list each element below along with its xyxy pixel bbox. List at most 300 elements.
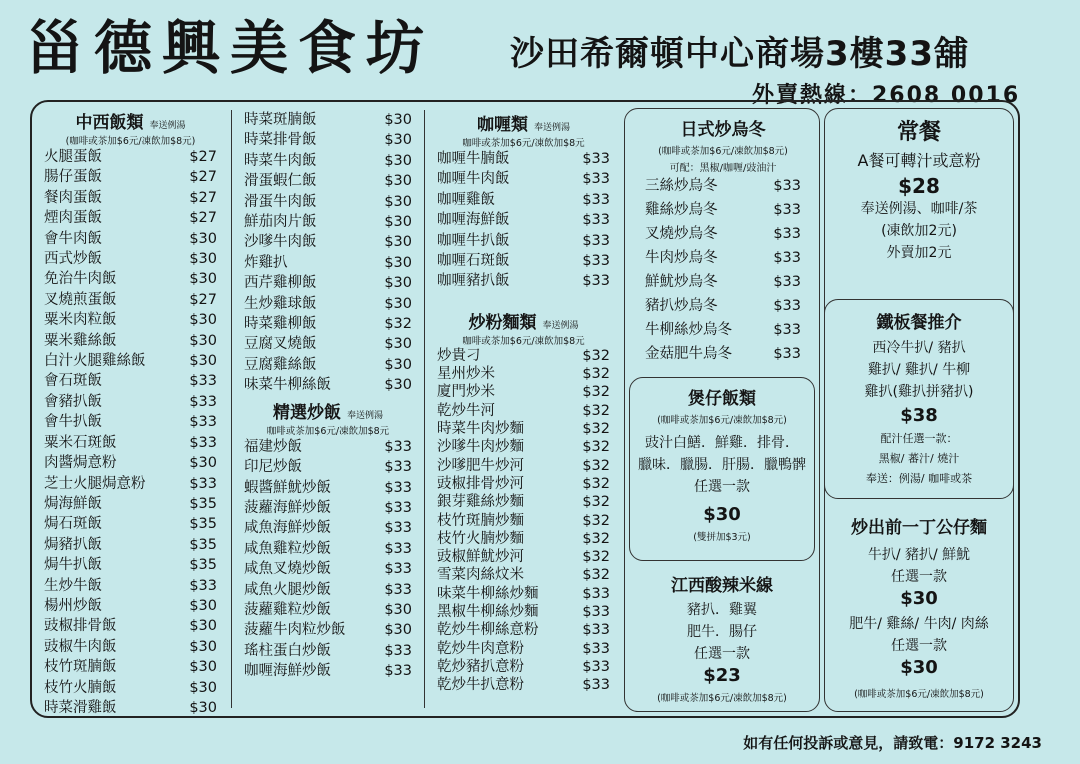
menu-item-price: $30 — [189, 659, 217, 676]
menu-item — [244, 212, 412, 232]
menu-item-name: 滑蛋牛肉飯 — [244, 193, 317, 210]
menu-item — [645, 174, 801, 198]
menu-item-name: 咸魚叉燒炒飯 — [244, 561, 331, 578]
choose-one: 任選一款 — [891, 569, 947, 585]
menu-item-price: $30 — [189, 332, 217, 349]
menu-item-price: $30 — [384, 234, 412, 251]
menu-item — [645, 270, 801, 294]
menu-item-price: $30 — [384, 275, 412, 292]
menu-item-name: 時菜斑腩飯 — [244, 112, 317, 128]
sizzling-option: 西冷牛扒/ 豬扒 — [872, 340, 966, 356]
menu-item — [244, 457, 412, 477]
menu-item-name: 咸魚海鮮炒飯 — [244, 520, 331, 537]
menu-item — [44, 371, 217, 391]
menu-item-name: 乾炒牛河 — [437, 402, 495, 419]
choose-one: 任選一款 — [694, 646, 750, 662]
menu-item-price: $33 — [582, 253, 610, 270]
menu-header — [0, 0, 1080, 108]
menu-item-name: 味菜牛柳絲炒麵 — [437, 585, 539, 602]
menu-item-price: $33 — [189, 475, 217, 492]
menu-item-price: $35 — [189, 557, 217, 574]
menu-item-price: $30 — [384, 112, 412, 128]
menu-item-name: 免治牛肉飯 — [44, 271, 117, 288]
menu-item — [437, 210, 610, 230]
menu-item-price: $33 — [189, 434, 217, 451]
menu-item — [645, 246, 801, 270]
choose-one: 任選一款 — [694, 479, 750, 495]
menu-item-price: $32 — [582, 402, 610, 419]
menu-item — [244, 130, 412, 150]
menu-item — [437, 420, 610, 438]
section-title: 江西酸辣米線 — [671, 576, 773, 596]
menu-item — [44, 616, 217, 636]
menu-item-name: 生炒牛飯 — [44, 577, 102, 594]
menu-item — [437, 402, 610, 420]
clay-pot-box — [629, 377, 815, 561]
item-list — [44, 147, 217, 718]
menu-item-name: 時菜雞柳飯 — [244, 316, 317, 333]
menu-item-name: 枝竹火腩炒麵 — [437, 530, 524, 547]
menu-item-price: $30 — [384, 622, 412, 639]
menu-item — [437, 475, 610, 493]
menu-item — [44, 535, 217, 555]
menu-item-price: $33 — [773, 274, 801, 290]
menu-item — [437, 566, 610, 584]
menu-item — [44, 576, 217, 596]
menu-item-name: 焗海鮮飯 — [44, 495, 102, 512]
menu-item-name: 咖喱海鮮飯 — [437, 212, 510, 229]
section-title: 日式炒烏冬 — [680, 120, 766, 140]
drink-note: 咖啡或茶加$6元/凍飲加$8元 — [462, 138, 585, 149]
menu-item-name: 餐肉蛋飯 — [44, 189, 102, 206]
menu-item — [244, 151, 412, 171]
menu-item-price: $30 — [384, 132, 412, 149]
menu-item-price: $30 — [384, 336, 412, 353]
menu-item-price: $30 — [189, 638, 217, 655]
menu-item-price: $33 — [582, 191, 610, 208]
menu-item-price: $33 — [189, 373, 217, 390]
menu-item — [437, 493, 610, 511]
menu-item-price: $32 — [582, 567, 610, 584]
menu-item-name: 粟米雞絲飯 — [44, 332, 117, 349]
menu-item — [44, 453, 217, 473]
set-meal-box — [824, 108, 1014, 712]
menu-item-price: $32 — [582, 421, 610, 438]
menu-item-price: $33 — [384, 642, 412, 659]
menu-item-name: 菠蘿牛肉粒炒飯 — [244, 622, 346, 639]
menu-item — [437, 676, 610, 694]
menu-item-price: $33 — [582, 677, 610, 694]
menu-item-price: $33 — [582, 212, 610, 229]
menu-item-name: 焗牛扒飯 — [44, 557, 102, 574]
menu-item-name: 廈門炒米 — [437, 384, 495, 401]
menu-item-price: $27 — [189, 169, 217, 186]
menu-item — [44, 351, 217, 371]
menu-item-name: 白汁火腿雞絲飯 — [44, 353, 146, 370]
menu-item-price: $33 — [189, 414, 217, 431]
item-list — [639, 174, 807, 366]
double-note: (雙拼加$3元) — [693, 532, 751, 543]
takeaway-hotline: 外賣熱線：2608 0016 — [752, 83, 1021, 108]
menu-item — [244, 498, 412, 518]
udon-clay-pot-box — [624, 108, 820, 712]
menu-item — [437, 190, 610, 210]
menu-item-price: $30 — [189, 271, 217, 288]
menu-item — [437, 457, 610, 475]
menu-item-price: $30 — [384, 254, 412, 271]
menu-item-price: $33 — [384, 499, 412, 516]
menu-item-name: 咖喱石斑飯 — [437, 253, 510, 270]
menu-item-price: $33 — [582, 151, 610, 167]
menu-item-price: $33 — [582, 622, 610, 639]
menu-item-name: 會石斑飯 — [44, 373, 102, 390]
menu-item-price: $32 — [384, 316, 412, 333]
drink-note: (咖啡或茶加$6元/凍飲加$8元) — [657, 693, 787, 704]
menu-item-name: 豉椒鮮魷炒河 — [437, 549, 524, 566]
menu-item-name: 乾炒牛扒意粉 — [437, 677, 524, 694]
section-title: 炒粉麵類 奉送例湯 — [468, 312, 579, 333]
menu-item-name: 福建炒飯 — [244, 438, 302, 455]
menu-item-name: 沙嗲牛肉飯 — [244, 234, 317, 251]
menu-item-price: $33 — [582, 273, 610, 290]
menu-item — [44, 229, 217, 249]
menu-item-name: 乾炒豬扒意粉 — [437, 658, 524, 675]
menu-item-name: 菠蘿雞粒炒飯 — [244, 601, 331, 618]
menu-item-name: 咸魚火腿炒飯 — [244, 581, 331, 598]
clay-pot-price: $30 — [703, 504, 741, 525]
menu-item-name: 會豬扒飯 — [44, 393, 102, 410]
item-list — [437, 149, 610, 292]
menu-item-price: $30 — [384, 601, 412, 618]
menu-item-name: 煙肉蛋飯 — [44, 210, 102, 227]
drink-note: (咖啡或茶加$6元/凍飲加$8元) — [65, 136, 196, 147]
menu-item — [244, 232, 412, 252]
menu-item — [44, 698, 217, 718]
noodle-option: 肥牛/ 雞絲/ 牛肉/ 肉絲 — [849, 616, 989, 632]
menu-item — [244, 600, 412, 620]
sauce-choose: 配汁任選一款： — [880, 432, 958, 445]
set-price: $28 — [898, 174, 940, 198]
menu-item — [437, 585, 610, 603]
menu-item-price: $33 — [773, 202, 801, 218]
menu-item-name: 咖喱雞飯 — [437, 191, 495, 208]
menu-item-price: $33 — [773, 250, 801, 266]
shop-address: 沙田希爾頓中心商場3樓33舖 — [510, 34, 969, 74]
noodle-price: $30 — [900, 657, 938, 678]
sizzling-option: 雞扒(雞扒拼豬扒) — [864, 384, 974, 400]
menu-item-name: 瑤柱蛋白炒飯 — [244, 642, 331, 659]
menu-column-rice — [32, 102, 227, 716]
menu-item — [244, 253, 412, 273]
menu-item-price: $33 — [384, 561, 412, 578]
menu-item — [244, 273, 412, 293]
menu-item-price: $33 — [773, 226, 801, 242]
menu-item-name: 豬扒炒烏冬 — [645, 298, 718, 314]
menu-item-price: $35 — [189, 495, 217, 512]
menu-item-price: $30 — [189, 455, 217, 472]
rice-noodle-option: 豬扒．雞翼 — [687, 602, 757, 618]
menu-item — [244, 314, 412, 334]
menu-item-name: 星州炒米 — [437, 366, 495, 383]
menu-item — [437, 169, 610, 189]
menu-item-price: $32 — [582, 494, 610, 511]
section-title: 精選炒飯 奉送例湯 — [273, 402, 383, 423]
menu-item-price: $30 — [189, 618, 217, 635]
sizzling-price: $38 — [900, 405, 938, 426]
menu-item-price: $33 — [189, 577, 217, 594]
menu-item — [44, 167, 217, 187]
menu-item-name: 雪菜肉絲炆米 — [437, 567, 524, 584]
menu-item-name: 楊州炒飯 — [44, 597, 102, 614]
menu-item-name: 炸雞扒 — [244, 254, 288, 271]
menu-board — [30, 100, 1020, 718]
menu-item-name: 銀芽雞絲炒麵 — [437, 494, 524, 511]
menu-item-price: $32 — [582, 457, 610, 474]
menu-item-price: $33 — [582, 585, 610, 602]
menu-item-price: $35 — [189, 516, 217, 533]
menu-item-name: 牛柳絲炒烏冬 — [645, 322, 732, 338]
menu-item-name: 豉椒排骨飯 — [44, 618, 117, 635]
rice-noodle-option: 肥牛．腸仔 — [687, 624, 757, 640]
menu-item — [244, 478, 412, 498]
shop-name: 甾德興美食坊 — [26, 14, 435, 82]
menu-item — [437, 251, 610, 271]
menu-item — [437, 548, 610, 566]
menu-item — [645, 222, 801, 246]
menu-item-name: 黑椒牛柳絲炒麵 — [437, 604, 539, 620]
menu-item-name: 粟米石斑飯 — [44, 434, 117, 451]
menu-item-name: 生炒雞球飯 — [244, 295, 317, 312]
menu-item-name: 咖喱海鮮炒飯 — [244, 663, 331, 680]
sizzling-plate-box — [824, 299, 1014, 499]
menu-item — [44, 678, 217, 698]
menu-item — [44, 147, 217, 167]
menu-item-name: 焗豬扒飯 — [44, 536, 102, 553]
sauce-note: 可配：黑椒/咖喱/豉油汁 — [669, 163, 777, 174]
menu-item — [44, 290, 217, 310]
menu-item-name: 粟米肉粒飯 — [44, 312, 117, 329]
menu-item-price: $33 — [773, 178, 801, 194]
menu-item-price: $27 — [189, 291, 217, 308]
menu-item — [437, 603, 610, 621]
menu-item — [44, 412, 217, 432]
menu-item — [244, 559, 412, 579]
menu-item — [244, 518, 412, 538]
menu-item-name: 火腿蛋飯 — [44, 149, 102, 165]
menu-item-price: $32 — [582, 439, 610, 456]
noodle-price: $30 — [900, 588, 938, 609]
menu-item — [437, 383, 610, 401]
menu-item — [44, 269, 217, 289]
menu-item — [244, 620, 412, 640]
menu-item — [44, 514, 217, 534]
noodle-option: 牛扒/ 豬扒/ 鮮魷 — [867, 547, 971, 563]
menu-item-price: $33 — [582, 640, 610, 657]
menu-item-price: $32 — [582, 512, 610, 529]
menu-item — [244, 334, 412, 354]
menu-item — [437, 231, 610, 251]
menu-item-price: $33 — [773, 346, 801, 362]
menu-item — [645, 318, 801, 342]
menu-item-name: 鮮魷炒烏冬 — [645, 274, 718, 290]
menu-item — [244, 375, 412, 395]
menu-item — [44, 494, 217, 514]
menu-item-name: 乾炒牛肉意粉 — [437, 640, 524, 657]
menu-item — [437, 512, 610, 530]
menu-item-price: $33 — [582, 604, 610, 620]
menu-item-name: 雞絲炒烏冬 — [645, 202, 718, 218]
menu-item — [244, 539, 412, 559]
menu-item — [244, 192, 412, 212]
menu-item-name: 鮮茄肉片飯 — [244, 214, 317, 231]
takeaway-note: 外賣加2元 — [886, 245, 952, 261]
menu-item-price: $27 — [189, 210, 217, 227]
menu-item-name: 西芹雞柳飯 — [244, 275, 317, 292]
menu-item-name: 味菜牛柳絲飯 — [244, 377, 331, 394]
menu-item-name: 咖喱豬扒飯 — [437, 273, 510, 290]
menu-item — [244, 110, 412, 130]
menu-item — [44, 188, 217, 208]
menu-item — [44, 310, 217, 330]
menu-item — [437, 365, 610, 383]
menu-item-price: $30 — [384, 295, 412, 312]
menu-item-price: $30 — [189, 312, 217, 329]
menu-item-name: 豉椒牛肉飯 — [44, 638, 117, 655]
menu-item — [437, 438, 610, 456]
set-a-text: A餐可轉汁或意粉 — [857, 151, 981, 170]
clay-pot-option: 臘味．臘腸．肝腸．臘鴨髀 — [638, 457, 806, 473]
menu-item — [244, 580, 412, 600]
menu-column-curry-noodles — [425, 102, 620, 716]
menu-item — [244, 355, 412, 375]
drink-note: 咖啡或茶加$6元/凍飲加$8元 — [266, 425, 390, 437]
menu-item-price: $30 — [384, 214, 412, 231]
menu-item-price: $33 — [773, 322, 801, 338]
menu-item — [44, 637, 217, 657]
section-title: 煲仔飯類 — [688, 389, 756, 409]
menu-item-name: 滑蛋蝦仁飯 — [244, 173, 317, 190]
menu-item-price: $27 — [189, 189, 217, 206]
menu-item — [44, 331, 217, 351]
menu-item-price: $30 — [189, 251, 217, 268]
menu-item-price: $30 — [189, 679, 217, 696]
menu-item-price: $33 — [384, 459, 412, 476]
rice-noodle-price: $23 — [703, 665, 741, 686]
menu-item-name: 三絲炒烏冬 — [645, 178, 718, 194]
menu-item — [244, 661, 412, 681]
menu-item — [44, 249, 217, 269]
sauce-options: 黑椒/ 蕃汁/ 燒汁 — [878, 452, 960, 465]
menu-item — [244, 171, 412, 191]
cold-drink-note: (凍飲加2元) — [881, 223, 957, 239]
menu-item-name: 腸仔蛋飯 — [44, 169, 102, 186]
menu-item-name: 西式炒飯 — [44, 251, 102, 268]
menu-item-name: 時菜排骨飯 — [244, 132, 317, 149]
menu-item — [44, 596, 217, 616]
menu-item — [44, 555, 217, 575]
drink-note: (咖啡或茶加$6元/凍飲加$8元) — [657, 415, 787, 426]
menu-item-name: 沙嗲肥牛炒河 — [437, 457, 524, 474]
menu-item-price: $30 — [189, 597, 217, 614]
menu-item-name: 時菜滑雞飯 — [44, 699, 117, 716]
menu-item-price: $33 — [189, 393, 217, 410]
menu-item-name: 時菜牛肉飯 — [244, 152, 317, 169]
menu-item-name: 炒貴刁 — [437, 347, 481, 364]
menu-item-name: 時菜牛肉炒麵 — [437, 421, 524, 438]
menu-item-price: $30 — [384, 377, 412, 394]
menu-item-price: $33 — [384, 581, 412, 598]
clay-pot-option: 豉汁白鱔．鮮雞．排骨． — [645, 435, 799, 451]
menu-item — [645, 198, 801, 222]
menu-item-name: 菠蘿海鮮炒飯 — [244, 499, 331, 516]
menu-item-name: 豉椒排骨炒河 — [437, 475, 524, 492]
menu-item-price: $30 — [384, 193, 412, 210]
menu-item — [437, 271, 610, 291]
menu-item-name: 枝竹斑腩炒麵 — [437, 512, 524, 529]
item-list — [244, 110, 412, 396]
menu-item-name: 豆腐叉燒飯 — [244, 336, 317, 353]
menu-item-price: $33 — [384, 520, 412, 537]
menu-item-name: 咖喱牛腩飯 — [437, 151, 510, 167]
menu-item-price: $32 — [582, 384, 610, 401]
menu-item-price: $33 — [582, 232, 610, 249]
menu-item-name: 蝦醬鮮魷炒飯 — [244, 479, 331, 496]
item-list — [437, 347, 610, 695]
menu-item-name: 豆腐雞絲飯 — [244, 356, 317, 373]
menu-item-price: $32 — [582, 549, 610, 566]
menu-item-name: 枝竹斑腩飯 — [44, 659, 117, 676]
menu-item — [437, 347, 610, 365]
section-title: 咖喱類 奉送例湯 — [477, 115, 570, 135]
menu-item-name: 金菇肥牛烏冬 — [645, 346, 732, 362]
menu-item-price: $33 — [384, 438, 412, 455]
menu-item — [244, 641, 412, 661]
menu-item-name: 咸魚雞粒炒飯 — [244, 540, 331, 557]
menu-item-price: $30 — [189, 353, 217, 370]
menu-item-name: 咖喱牛肉飯 — [437, 171, 510, 188]
choose-one: 任選一款 — [891, 638, 947, 654]
menu-item — [44, 208, 217, 228]
menu-item-price: $33 — [384, 540, 412, 557]
menu-item-name: 叉燒煎蛋飯 — [44, 291, 117, 308]
menu-item-name: 咖喱牛扒飯 — [437, 232, 510, 249]
menu-item-name: 乾炒牛柳絲意粉 — [437, 622, 539, 639]
menu-item-price: $32 — [582, 530, 610, 547]
menu-item-price: $30 — [384, 173, 412, 190]
menu-item — [437, 658, 610, 676]
menu-item-price: $30 — [384, 356, 412, 373]
menu-item-price: $27 — [189, 149, 217, 165]
menu-item-name: 芝士火腿焗意粉 — [44, 475, 146, 492]
menu-item-price: $32 — [582, 347, 610, 364]
menu-item-name: 沙嗲牛肉炒麵 — [437, 439, 524, 456]
menu-item — [437, 149, 610, 169]
drink-note: (咖啡或茶加$6元/凍飲加$8元) — [854, 689, 984, 700]
menu-item — [44, 433, 217, 453]
menu-item-name: 會牛扒飯 — [44, 414, 102, 431]
menu-item-price: $30 — [189, 230, 217, 247]
menu-column-dishes — [232, 102, 422, 716]
set-free-text: 奉送例湯、咖啡/茶 — [860, 201, 978, 217]
menu-item-price: $32 — [582, 366, 610, 383]
section-title: 炒出前一丁公仔麵 — [851, 518, 987, 538]
drink-note: (咖啡或茶加$6元/凍飲加$8元) — [658, 146, 788, 157]
section-title: 鐵板餐推介 — [876, 313, 962, 333]
menu-item — [437, 621, 610, 639]
sizzling-option: 雞扒/ 雞扒/ 牛柳 — [867, 362, 971, 378]
menu-item-name: 焗石斑飯 — [44, 516, 102, 533]
section-title: 常餐 — [896, 120, 941, 145]
